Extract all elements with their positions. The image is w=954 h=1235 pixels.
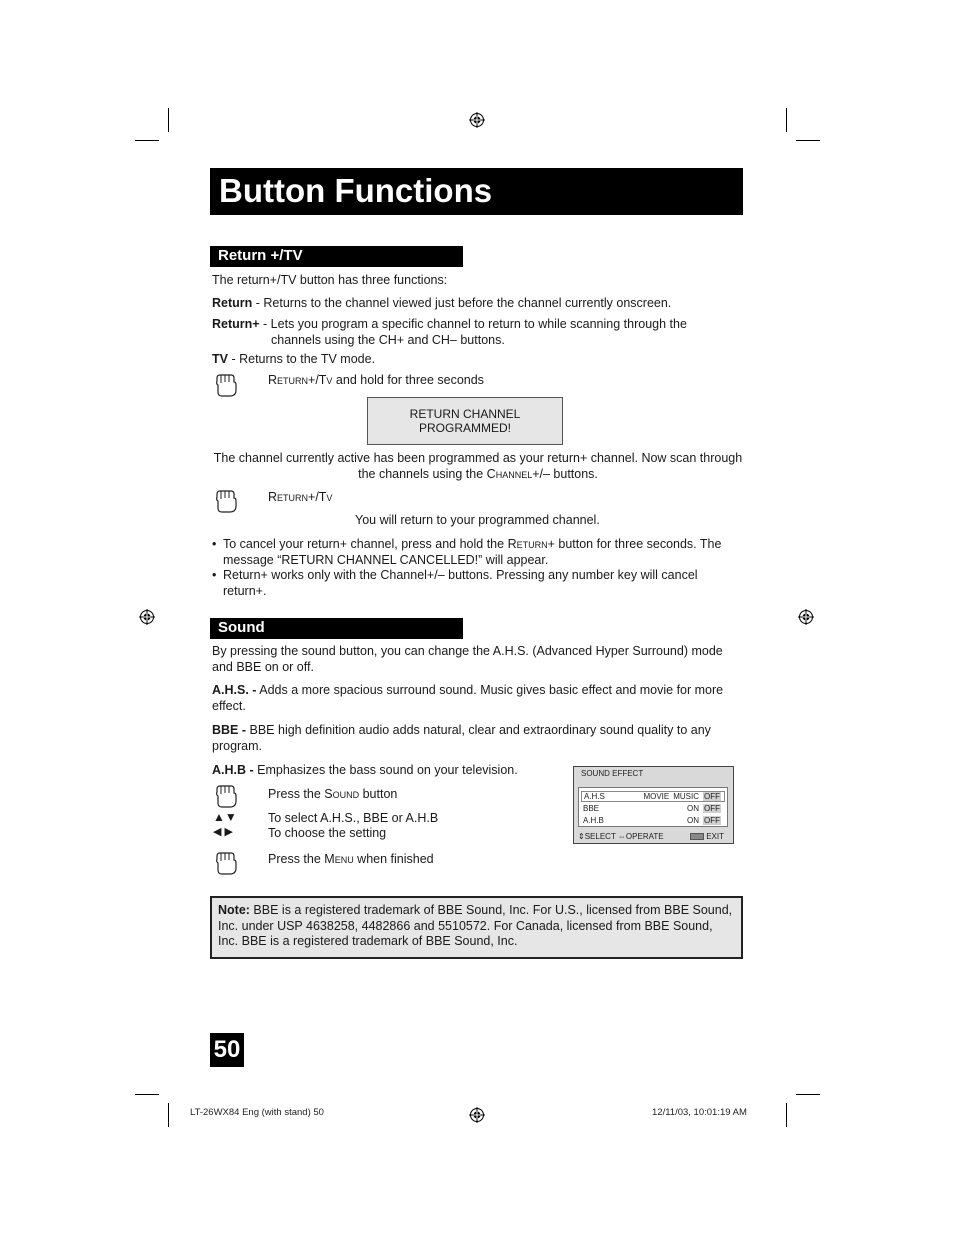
note-text: BBE is a registered trademark of BBE Sound, Inc. For U.S., licensed from BBE Sound, Inc. under USP 4638258, 4482866 and 5510572. For Canada, licensed from BBE Sound, Inc. BBE is a registered trademark of BBE Sound, Inc. <box>218 903 733 948</box>
press-hand-icon <box>213 783 239 809</box>
left-right-arrows-icon: ◀ ▶ <box>213 826 233 838</box>
crop-mark <box>786 108 787 132</box>
press-hand-icon <box>213 372 239 398</box>
osd-row-ahs: A.H.S MOVIE MUSIC OFF <box>581 791 725 802</box>
note-box <box>210 896 743 959</box>
onscreen-message-box <box>367 397 563 445</box>
definition: - Returns to the channel viewed just before the channel currently onscreen. <box>252 296 672 310</box>
section-heading-return <box>210 246 463 267</box>
definition-continued: channels using the CH+ and CH– buttons. <box>271 332 505 347</box>
osd-row-label: A.H.S <box>584 792 605 801</box>
footer-right: 12/11/03, 10:01:19 AM <box>652 1107 747 1118</box>
return-result: You will return to your programmed channel. <box>355 513 600 527</box>
step-return-hold <box>268 373 668 389</box>
osd-header: SOUND EFFECT <box>581 769 644 778</box>
definition: Emphasizes the bass sound on your television. <box>253 763 518 777</box>
osd-row-ahb: A.H.B ON OFF <box>583 816 720 825</box>
return-item-tv <box>212 352 742 368</box>
press-hand-icon <box>213 488 239 514</box>
updown-icon: ⇕ <box>578 832 585 841</box>
footer-left: LT-26WX84 Eng (with stand) 50 <box>190 1107 324 1118</box>
step-press-menu: Press the Menu when finished <box>268 852 434 866</box>
return-intro: The return+/TV button has three functions: <box>212 273 448 287</box>
term: A.H.S. - <box>212 683 257 697</box>
page-title-bar <box>210 168 743 215</box>
crop-mark <box>168 1103 169 1127</box>
up-down-arrows-icon: ▲▼ <box>213 810 237 824</box>
osd-row-bbe: BBE ON OFF <box>583 804 720 813</box>
step-return-press: Return+/Tv <box>268 490 333 504</box>
after-message-text <box>212 451 744 482</box>
page-title: Button Functions <box>219 172 493 209</box>
osd-footer: ⇕SELECT ⇔OPERATE EXIT <box>578 832 724 841</box>
step-select: To select A.H.S., BBE or A.H.B <box>268 811 439 825</box>
term: Return+ <box>212 317 260 331</box>
crop-mark <box>135 1094 159 1095</box>
return-item-return-plus <box>212 317 742 348</box>
sound-effect-osd <box>573 766 734 844</box>
crop-mark <box>796 1094 820 1095</box>
press-hand-icon <box>213 850 239 876</box>
term: Return <box>212 296 253 310</box>
term: A.H.B - <box>212 763 254 777</box>
step-choose: To choose the setting <box>268 826 387 840</box>
text-line: The channel currently active has been programmed as your return+ channel. Now scan through <box>213 451 743 465</box>
section-heading-text: Return +/TV <box>218 247 303 264</box>
registration-mark-icon <box>469 112 485 128</box>
crop-mark <box>135 140 159 141</box>
page-number: 50 <box>210 1033 244 1067</box>
definition: - Returns to the TV mode. <box>227 352 376 366</box>
message-line: RETURN CHANNEL <box>409 407 521 421</box>
osd-menu-list <box>578 787 728 827</box>
osd-row-label: BBE <box>583 804 600 813</box>
sound-ahs <box>212 683 742 714</box>
text-line: the channels using the <box>358 466 487 481</box>
button-name: Return+/Tv <box>268 373 333 387</box>
crop-mark <box>786 1103 787 1127</box>
list-item: • Return+ works only with the Channel+/– buttons. Pressing any number key will cancel return+. <box>212 568 742 599</box>
term: TV <box>212 352 228 366</box>
return-notes-list <box>212 537 742 599</box>
message-line: PROGRAMMED! <box>418 421 511 435</box>
list-item: • To cancel your return+ channel, press and hold the Return+ button for three seconds. The message “RETURN CHANNEL CANCELLED!” will appear. <box>212 537 742 568</box>
sound-bbe <box>212 723 742 754</box>
sound-intro: By pressing the sound button, you can change the A.H.S. (Advanced Hyper Surround) mode and BBE on or off. <box>212 644 723 674</box>
sound-ahb <box>212 763 552 779</box>
step-press-sound: Press the Sound button <box>268 787 398 801</box>
leftright-icon: ⇔ <box>617 832 626 841</box>
step-text: and hold for three seconds <box>332 373 484 387</box>
button-name: Channel <box>486 466 533 481</box>
registration-mark-icon <box>798 609 814 625</box>
text-line: +/– buttons. <box>532 466 598 481</box>
registration-mark-icon <box>139 609 155 625</box>
registration-mark-icon <box>469 1107 485 1123</box>
return-item-return <box>212 296 742 312</box>
definition: - Lets you program a specific channel to return to while scanning through the <box>259 317 687 331</box>
note-label: Note: <box>218 903 250 917</box>
term: BBE - <box>212 723 247 737</box>
crop-mark <box>168 108 169 132</box>
menu-key-icon <box>690 833 704 840</box>
crop-mark <box>796 140 820 141</box>
section-heading-text: Sound <box>218 619 265 636</box>
definition: BBE high definition audio adds natural, clear and extraordinary sound quality to any program. <box>212 723 711 753</box>
section-heading-sound <box>210 618 463 639</box>
definition: Adds a more spacious surround sound. Music gives basic effect and movie for more effect. <box>212 683 724 713</box>
osd-row-label: A.H.B <box>583 816 604 825</box>
